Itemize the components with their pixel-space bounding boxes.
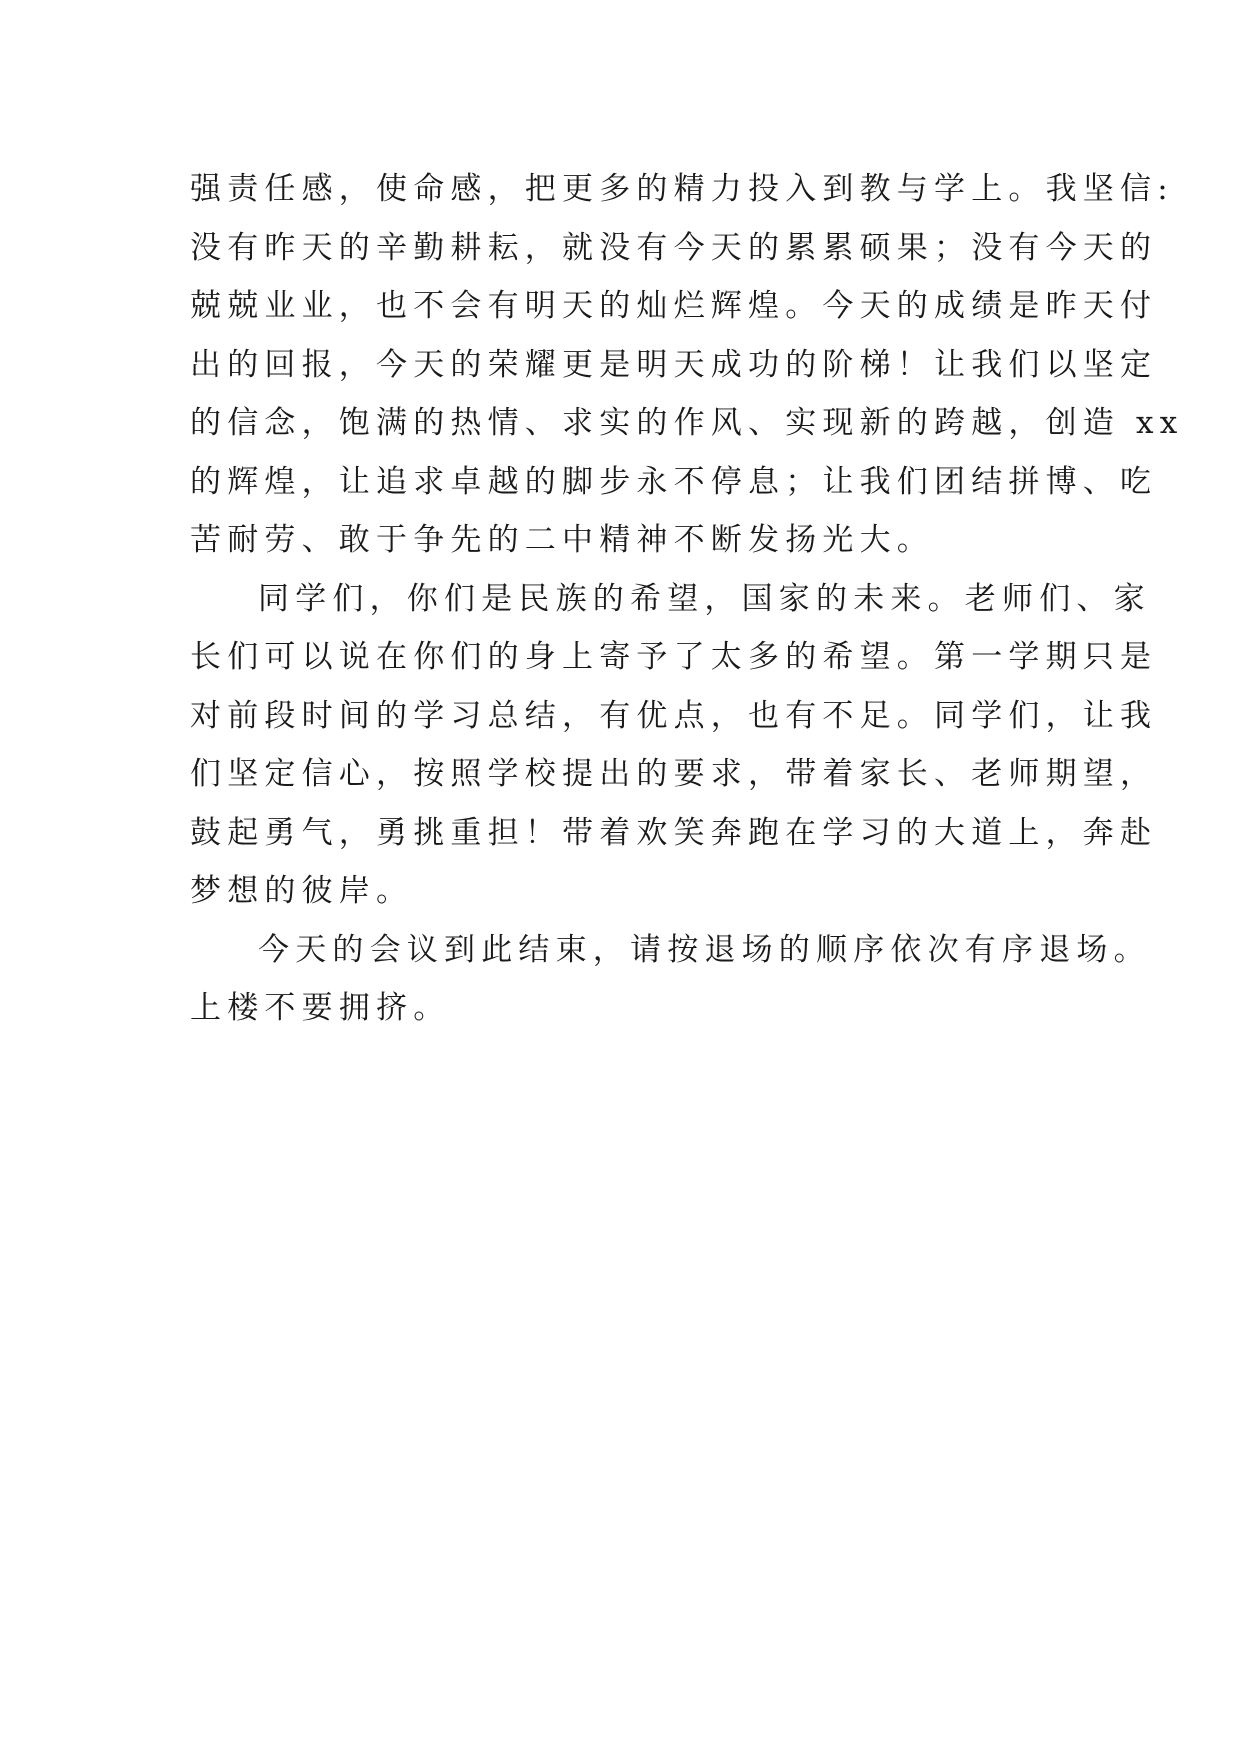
text-line: 鼓起勇气，勇挑重担！带着欢笑奔跑在学习的大道上，奔赴 bbox=[190, 814, 1158, 851]
paragraph-3 bbox=[190, 921, 1151, 1038]
text-line: 们坚定信心，按照学校提出的要求，带着家长、老师期望， bbox=[190, 756, 1158, 792]
text-line: 今天的会议到此结束，请按退场的顺序依次有序退场。 bbox=[258, 931, 1151, 968]
text-line: 兢兢业业，也不会有明天的灿烂辉煌。今天的成绩是昨天付 bbox=[190, 288, 1158, 324]
text-line: 出的回报，今天的荣耀更是明天成功的阶梯！让我们以坚定 bbox=[190, 346, 1158, 383]
text-line: 没有昨天的辛勤耕耘，就没有今天的累累硕果；没有今天的 bbox=[190, 229, 1158, 266]
text-line: 同学们，你们是民族的希望，国家的未来。老师们、家 bbox=[258, 580, 1151, 617]
text-line: 的信念，饱满的热情、求实的作风、实现新的跨越，创造 xx bbox=[190, 405, 1184, 441]
text-line: 对前段时间的学习总结，有优点，也有不足。同学们，让我 bbox=[190, 697, 1158, 734]
paragraph-1 bbox=[190, 160, 1184, 570]
document-body bbox=[190, 160, 1184, 1038]
text-line: 长们可以说在你们的身上寄予了太多的希望。第一学期只是 bbox=[190, 639, 1158, 675]
paragraph-2 bbox=[190, 570, 1158, 921]
text-line: 强责任感，使命感，把更多的精力投入到教与学上。我坚信: bbox=[190, 171, 1174, 207]
text-line: 苦耐劳、敢于争先的二中精神不断发扬光大。 bbox=[190, 522, 934, 558]
text-line: 的辉煌，让追求卓越的脚步永不停息；让我们团结拼博、吃 bbox=[190, 463, 1158, 500]
text-line: 梦想的彼岸。 bbox=[190, 873, 414, 909]
text-line: 上楼不要拥挤。 bbox=[190, 990, 451, 1026]
